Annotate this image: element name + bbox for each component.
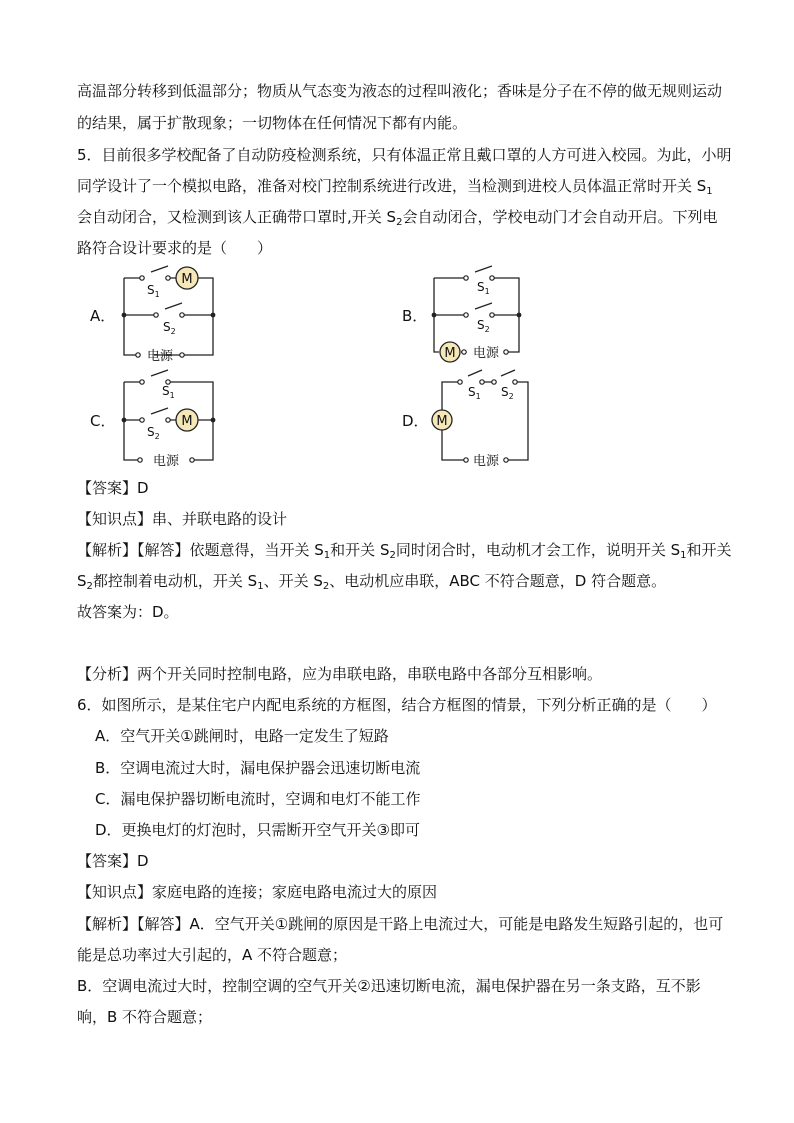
svg-text:S2	[477, 318, 490, 334]
question-5-stem: 路符合设计要求的是（ ）	[77, 239, 273, 257]
power-source-label: 电源	[472, 454, 500, 469]
switch-label: S	[477, 318, 485, 332]
switch-subscript: 2	[170, 327, 176, 336]
circuit-diagram-d	[402, 368, 542, 468]
option-label: D．	[402, 412, 429, 430]
option-a: A．空气开关①跳闸时，电路一定发生了短路	[95, 727, 389, 745]
text-line: 的结果，属于扩散现象；一切物体在任何情况下都有内能。	[77, 114, 468, 132]
switch-label: S	[147, 425, 155, 439]
knowledge-point-line: 【知识点】家庭电路的连接；家庭电路电流过大的原因	[77, 883, 438, 901]
power-source-label: 电源	[146, 349, 174, 364]
analysis-line: 【解析】【解答】A．空气开关①跳闸的原因是干路上电流过大，可能是电路发生短路引起的，也可	[77, 915, 724, 933]
svg-text:S1	[468, 385, 481, 401]
option-d: D．更换电灯的灯泡时，只需断开空气开关③即可	[95, 821, 420, 839]
analysis-line: $S_2$都控制着电动机，开关 $S_1$、开关 $S_2$、电动机应串联，ABC 不符合题意，D 符合题意。	[77, 572, 667, 592]
switch-subscript: 2	[484, 325, 490, 334]
knowledge-point-line: 【知识点】串、并联电路的设计	[77, 510, 288, 528]
switch-subscript: 2	[154, 432, 160, 441]
switch-label: S	[162, 384, 170, 398]
switch-label: S	[477, 280, 485, 294]
question-6-stem: 6．如图所示，是某住宅户内配电系统的方框图，结合方框图的情景，下列分析正确的是（ ）	[77, 696, 717, 714]
text-line: 高温部分转移到低温部分；物质从气态变为液态的过程叫液化；香味是分子在不停的做无规则运动	[77, 82, 723, 100]
switch-label: S	[501, 385, 509, 399]
option-c: C．漏电保护器切断电流时，空调和电灯不能工作	[95, 790, 421, 808]
switch-label: S	[147, 283, 155, 297]
question-5-stem: 会自动闭合，又检测到该人正确带口罩时,开关 $S_2$会自动闭合，学校电动门才会自动开启。下列电	[77, 208, 718, 228]
circuit-diagram-a	[90, 262, 230, 362]
power-source-label: 电源	[472, 346, 500, 361]
switch-subscript: 1	[475, 392, 481, 401]
answer-line: 【答案】D	[77, 852, 149, 870]
analysis-line: 响，B 不符合题意；	[77, 1008, 213, 1026]
analysis-summary-line: 【分析】两个开关同时控制电路，应为串联电路，串联电路中各部分互相影响。	[77, 665, 603, 683]
motor-label: M	[436, 414, 448, 429]
svg-text:S1	[147, 283, 160, 299]
analysis-line: 能是总功率过大引起的，A 不符合题意；	[77, 946, 348, 964]
switch-subscript: 1	[169, 391, 175, 400]
analysis-line: 【解析】【解答】依题意得，当开关 $S_1$和开关 $S_2$同时闭合时，电动机才会工作，说明开关 $S_1$和开关	[77, 541, 732, 561]
switch-label: S	[163, 320, 171, 334]
option-label: B．	[402, 307, 428, 325]
conclusion-line: 故答案为：D。	[77, 603, 179, 621]
circuit-diagram-b	[402, 262, 542, 362]
option-b: B．空调电流过大时，漏电保护器会迅速切断电流	[95, 759, 421, 777]
svg-text:S1	[477, 280, 490, 296]
option-label: C．	[90, 412, 116, 430]
option-label: A．	[90, 307, 116, 325]
svg-text:S1	[162, 384, 175, 400]
svg-text:S2	[163, 320, 176, 336]
svg-text:S2	[147, 425, 160, 441]
circuit-diagram-c	[90, 368, 230, 468]
switch-label: S	[468, 385, 476, 399]
motor-label: M	[181, 414, 193, 429]
motor-label: M	[181, 272, 193, 287]
switch-subscript: 1	[154, 290, 160, 299]
power-source-label: 电源	[152, 454, 180, 469]
switch-subscript: 2	[508, 392, 514, 401]
question-5-stem: 5．目前很多学校配备了自动防疫检测系统，只有体温正常且戴口罩的人方可进入校园。为此，小明	[77, 146, 732, 164]
motor-label: M	[444, 346, 456, 361]
answer-line: 【答案】D	[77, 479, 149, 497]
question-5-stem: 同学设计了一个模拟电路，准备对校门控制系统进行改进，当检测到进校人员体温正常时开关 $S_1$	[77, 177, 713, 197]
analysis-line: B．空调电流过大时，控制空调的空气开关②迅速切断电流，漏电保护器在另一条支路，互不影	[77, 977, 701, 995]
svg-text:S2	[501, 385, 514, 401]
switch-subscript: 1	[484, 287, 490, 296]
